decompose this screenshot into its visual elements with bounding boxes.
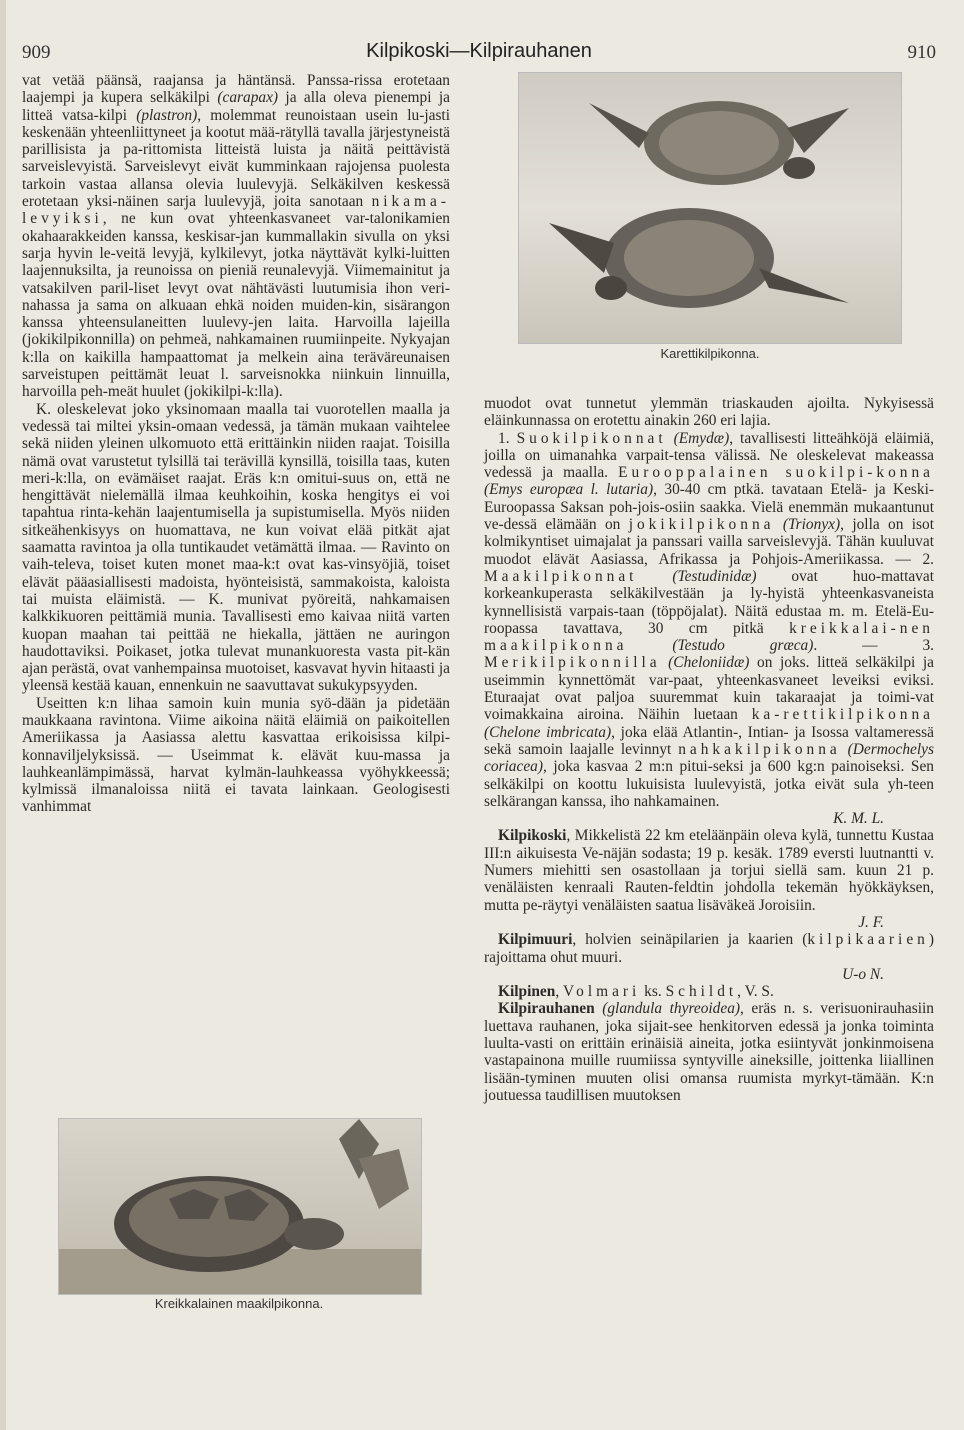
figure-caption-top: Karettikilpikonna.: [660, 346, 760, 361]
author-signature: J. F.: [858, 913, 884, 931]
figure-caption-bottom: Kreikkalainen maakilpikonna.: [154, 1296, 324, 1311]
entry-kilpimuuri: Kilpimuuri, holvien seinäpilarien ja kaarien (kilpikaarien) rajoittama ohut muuri.: [484, 931, 934, 966]
author-signature: K. M. L.: [833, 810, 884, 828]
greek-tortoise-illustration: [58, 1118, 422, 1295]
author-signature: U-o N.: [842, 965, 884, 983]
page-number-right: 910: [907, 42, 936, 63]
page-header: [22, 40, 936, 66]
page-edge: [0, 0, 6, 1430]
entry-kilpinen: Kilpinen, Volmari ks. Schildt, V. S.: [498, 983, 774, 1001]
hawksbill-turtle-illustration: [518, 72, 902, 344]
paragraph: 1. Suokilpikonnat (Emydæ), tavallisesti litteähköjä eläimiä, joilla on uimanahka varpait-tensa välissä. Ne oleskelevat makeassa vedessä ja maalla. Eurooppalainen suokilpi-konna (Emys europæa l. lutaria), 30-40 cm ptkä. tavataan Etelä- ja Keski-Euroopassa Saksan poh-jois-osiin saakka. Vielä enemmän mukaantunut ve-dessä elämään on jokikilpikonna (Trionyx), jolla on isot kolmikyntiset uimajalat ja panssari vailla sarveislevyjä. Tähän kuuluvat muodot elävät Aasiassa, Afrikassa ja Pohjois-Ameriikassa. — 2. Maakilpikonnat (Testudinidæ) ovat huo-mattavat korkeankuperasta selkäkilvestään ja ly-hyistä yhteenkasvaneista kynnellisistä varpais-taan (töppöjalat). Näitä edustaa m. m. Etelä-Eu-roopassa tavattava, 30 cm pitkä kreikkalai-nen maakilpikonna (Testudo græca). — 3. Merikilpikonnilla (Cheloniidæ) on joks. litteä selkäkilpi ja useimmin kynnettömät var-paat, yhteenkasvaneet leveiksi eviksi. Eturaajat ovat paljoa suuremmat kuin takaraajat ja toimi-vat voimakkaina airoina. Näihin luetaan ka-rettikilpikonna (Chelone imbricata), joka elää Atlantin-, Intian- ja Isossa valtameressä sekä samoin laajalle levinnyt nahkakilpikonna (Dermochelys coriacea), joka kasvaa 2 m:n pitui-seksi ja 600 kg:n painoiseksi. Sen selkäkilpi on koottu lukuisista luulevyistä, jotka eivät sula yh-teen selkärangan kanssa, iho nahkamainen.: [484, 429, 935, 810]
page-number-left: 909: [22, 42, 51, 63]
paragraph: muodot ovat tunnetut ylemmän triaskauden ajoilta. Nykyisessä eläinkunnassa on erotettu ainakin 260 eri lajia.: [484, 395, 934, 430]
paragraph: Useitten k:n lihaa samoin kuin munia syö-dään ja pidetään maukkaana ravintona. Viime aikoina näitä eläimiä on paikoitellen Ameriikassa ja Aasiassa alettu kasvattaa erikoisissa kilpi-konnaviljelyksissä. — Useimmat k. elävät kuu-massa ja lauhkeanlämpimässä, harvat kylmän-lauhkeassa vyöhykkeessä; kylmissä ilmanaloissa niitä ei tavata lainkaan. Geologisesti vanhimmat: [22, 694, 450, 816]
entry-kilpirauhanen: Kilpirauhanen (glandula thyreoidea), eräs n. s. verisuonirauhasiin luettava rauhanen, joka sijait-see henkitorven edessä ja jonka toiminta luulta-vasti on erittäin erinäisiä aineita, jotka esiintyvät jonkinmoisena vastapainona muille ruumiissa syntyville aineksille, joittenka liiallinen lisään-tyminen muuten olisi omansa ruumista myrkyt-tämään. K:n joutuessa taudillisen muutoksen: [484, 1000, 934, 1104]
right-column: [484, 395, 934, 1104]
paragraph: K. oleskelevat joko yksinomaan maalla tai vuorotellen maalla ja vedessä tai miltei yksin-omaan vedessä, ja tämän mukaan vaihtelee sekä niiden yleinen ulkomuoto että erittäinkin niiden raajat. Toisilla nämä ovat varustetut tylsillä tai terävillä kynsillä, toisilla taas, kuten meri-k:lla, on evämäiset raajat. Eräs k:n omitui-suus on, että ne hengittävät nielemällä ilmaa keuhkoihin, koska hengitys ei voi tapahtua rinta-kehän laajentumisella ja supistumisella. Myös niiden sitkeähenkisyys on huomattava, ne kun voivat elää pitkät ajat saamatta ravintoa ja olla tuntikaudet vetämättä ilmaa. — Ravinto on vaih-televa, toiset kuten monet maa-k:t ovat kas-vinsyöjiä, toiset elävät pääasiallisesti madoista, hyönteisistä, sammakoista, kaloista tai muista eläimistä. — K. munivat pyöreitä, nahkamaisen kalkkikuoren peittämiä munia. Tavallisesti emo kaivaa niitä varten kuopan maahan tai peittää ne hiekalla, jättäen ne auringon haudottaviksi. Poikaset, jotka tulevat munankuoresta vasta pit-kän ajan perästä, ovat vanhempainsa muotoiset, kasvavat hyvin hitaasti ja yleensä kestää kauan, ennenkuin ne saavuttavat sukukypsyyden.: [22, 400, 450, 695]
left-column: [22, 72, 450, 816]
entry-kilpikoski: Kilpikoski, Mikkelistä 22 km eteläänpäin oleva kylä, tunnettu Kustaa III:n aikuisesta Ve-näjän sodasta; 19 p. kesäk. 1789 eversti luutnantti v. Numers miehitti sen osastollaan ja torjui siellä sam. kuun 21 p. venäläisten kenraali Rauten-feldtin johdolla tekemän hyökkäyksen, mutta pe-räytyi venäläisten saatua lisäväkeä Joroisiin.: [484, 827, 934, 914]
paragraph: vat vetää päänsä, raajansa ja häntänsä. Panssa-rissa erotetaan laajempi ja kupera selkäkilpi (carapax) ja alla oleva pienempi ja litteä vatsa-kilpi (plastron), molemmat reunoistaan usein lu-jasti keskenään yhteenliittyneet ja kootut mää-rätyllä tavalla järjestyneistä parillisista ja pa-rittomista litteistä luista ja näitä peittävistä sarveislevyistä. Sarveislevyt eivät kumminkaan rajojensa puolesta tarkoin vastaa allansa olevia luulevyjä. Selkäkilven keskessä erotetaan yksi-näinen sarja luulevyjä, joita sanotaan nikama-levyiksi, ne kun ovat yhteenkasvaneet var-talonikamien okahaarakkeiden kanssa, keskisar-jan kummallakin sivulla on yksi sarja hyvin le-veitä levyjä, kylkilevyt, jotka näyttävät kylki-luitten laajennuksilta, ja reunoissa on pieniä reunalevyjä. Viimemainitut ja vatsakilven paril-liset levyt ovat nähtävästi luutumisia ihon veri-nahassa ja sama on alkuaan ehkä noiden muiden-kin, sisärangon kanssa yhteensulaneitten luulevy-jen laita. Harvoilla lajeilla (jokikilpikonnilla) on pehmeä, nahkamainen ruumiinpeite. Nykyajan k:lla on kaikilla hampaattomat ja melkein aina teräväreunaisen sarveistupen peittämät leuat l. sarveisnokka niinkuin linnuilla, harvoilla peh-meät huulet (jokikilpi-k:lla).: [22, 72, 450, 401]
running-title: Kilpikoski—Kilpirauhanen: [366, 40, 592, 62]
